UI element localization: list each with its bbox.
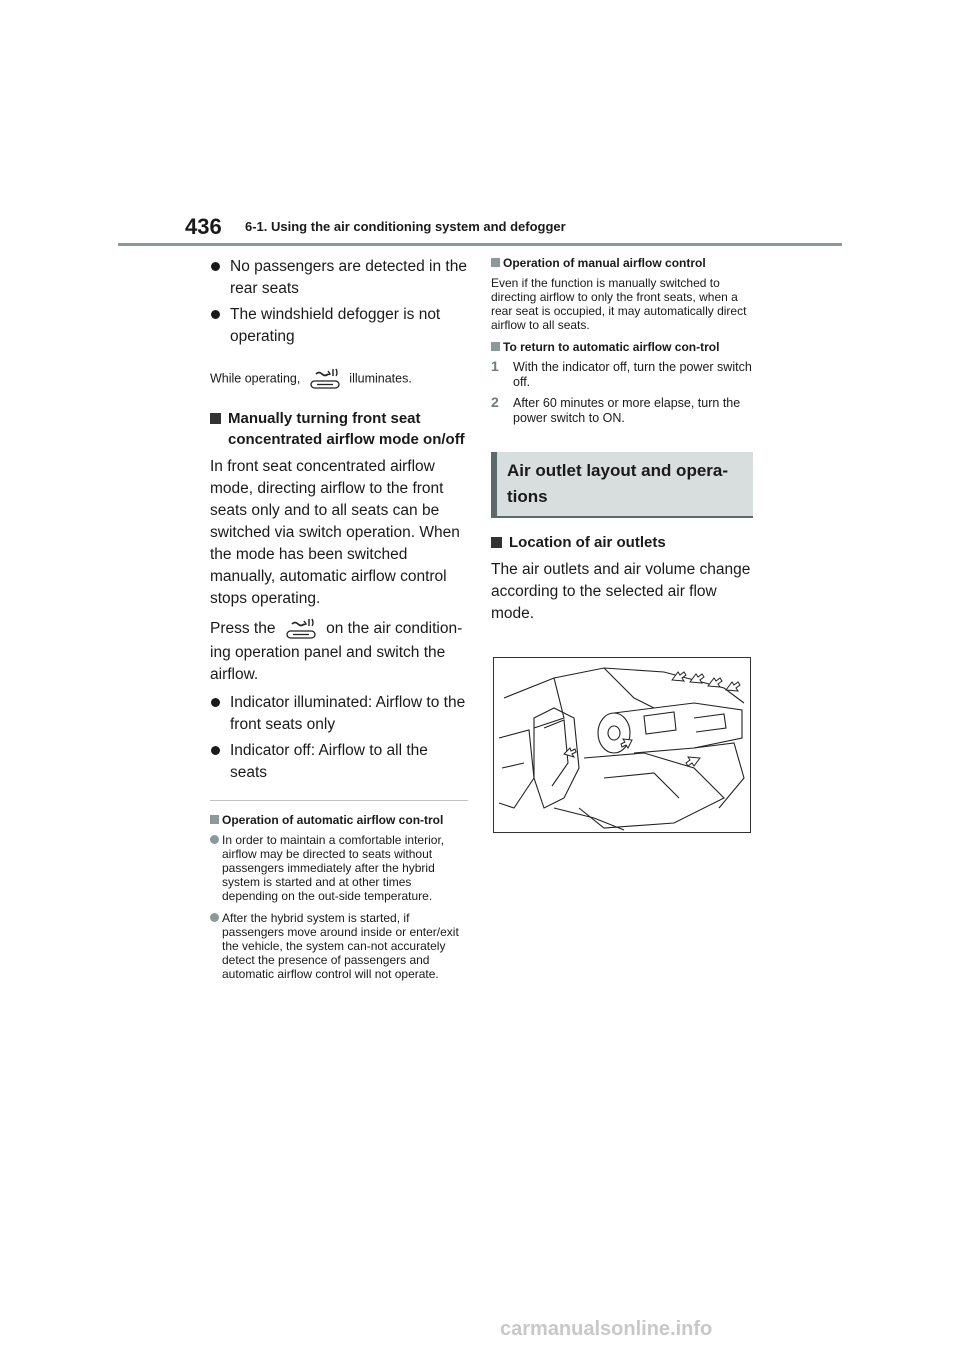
subsection-heading: Manually turning front seat concentrated airflow mode on/off bbox=[210, 408, 468, 450]
front-seat-airflow-button-icon bbox=[282, 616, 320, 642]
bullet-icon bbox=[210, 913, 219, 922]
watermark: carmanualsonline.info bbox=[500, 1318, 713, 1340]
step-item: 1 With the indicator off, turn the power switch off. bbox=[491, 358, 752, 389]
bullet-icon bbox=[211, 310, 220, 319]
header-rule bbox=[118, 243, 842, 246]
square-bullet-icon bbox=[491, 537, 502, 548]
list-item: No passengers are detected in the rear seats bbox=[210, 256, 468, 300]
subsection-heading: Location of air outlets bbox=[491, 532, 753, 553]
note-heading: To return to automatic airflow con-trol bbox=[491, 340, 753, 354]
note-text: Even if the function is manually switched to directing airflow to only the front seats, when a rear seat is occupied, it may automatically direct airflow to all seats. bbox=[491, 276, 747, 332]
bullet-icon bbox=[210, 835, 219, 844]
vehicle-interior-air-outlets-illustration bbox=[493, 657, 751, 833]
square-bullet-icon bbox=[491, 342, 500, 351]
front-seat-airflow-button-icon bbox=[306, 366, 344, 392]
square-bullet-icon bbox=[491, 258, 500, 267]
left-column bbox=[210, 252, 468, 989]
page-number: 436 bbox=[185, 214, 222, 239]
square-bullet-icon bbox=[210, 815, 219, 824]
section-box-title: Air outlet layout and opera-tions bbox=[491, 452, 753, 518]
press-instruction: Press the on the air condition-ing operation panel and switch the airflow. bbox=[210, 616, 468, 686]
paragraph: The air outlets and air volume change according to the selected air flow mode. bbox=[491, 561, 751, 622]
paragraph: In front seat concentrated airflow mode, directing airflow to the front seats only and to all seats can be switched via switch operation. When the mode has been switched manually, automatic airflow control stops operating. bbox=[210, 458, 460, 607]
list-item: Indicator illuminated: Airflow to the front seats only bbox=[210, 692, 468, 736]
note-heading: Operation of manual airflow control bbox=[491, 256, 753, 270]
list-item: Indicator off: Airflow to all the seats bbox=[210, 740, 468, 784]
list-item: The windshield defogger is not operating bbox=[210, 304, 468, 348]
divider bbox=[210, 800, 468, 801]
step-item: 2 After 60 minutes or more elapse, turn the power switch to ON. bbox=[491, 394, 741, 425]
section-title: 6-1. Using the air conditioning system and defogger bbox=[245, 219, 566, 234]
note-item: In order to maintain a comfortable interior, airflow may be directed to seats without passengers immediately after the hybrid system is started and at other times depending on the out-side temperature. bbox=[210, 833, 468, 903]
operating-note: While operating, illuminates. bbox=[210, 366, 468, 392]
bullet-icon bbox=[211, 698, 220, 707]
bullet-icon bbox=[211, 262, 220, 271]
note-item: After the hybrid system is started, if passengers move around inside or enter/exit the vehicle, the system can-not accurately detect the presence of passengers and automatic airflow control will not operate. bbox=[210, 911, 468, 981]
square-bullet-icon bbox=[210, 413, 221, 424]
right-column bbox=[491, 252, 753, 631]
bullet-icon bbox=[211, 746, 220, 755]
note-heading: Operation of automatic airflow con-trol bbox=[210, 813, 468, 827]
